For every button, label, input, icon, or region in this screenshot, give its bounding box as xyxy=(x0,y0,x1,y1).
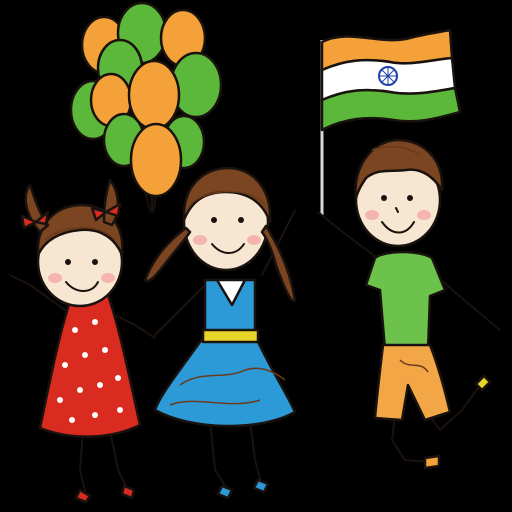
ashoka-chakra-icon xyxy=(379,67,397,85)
balloon-icon xyxy=(131,124,181,196)
girl-red-dress xyxy=(10,180,155,502)
flag-icon xyxy=(322,30,460,130)
girl-blue-dress xyxy=(145,168,295,498)
boy-with-flag xyxy=(318,140,500,468)
